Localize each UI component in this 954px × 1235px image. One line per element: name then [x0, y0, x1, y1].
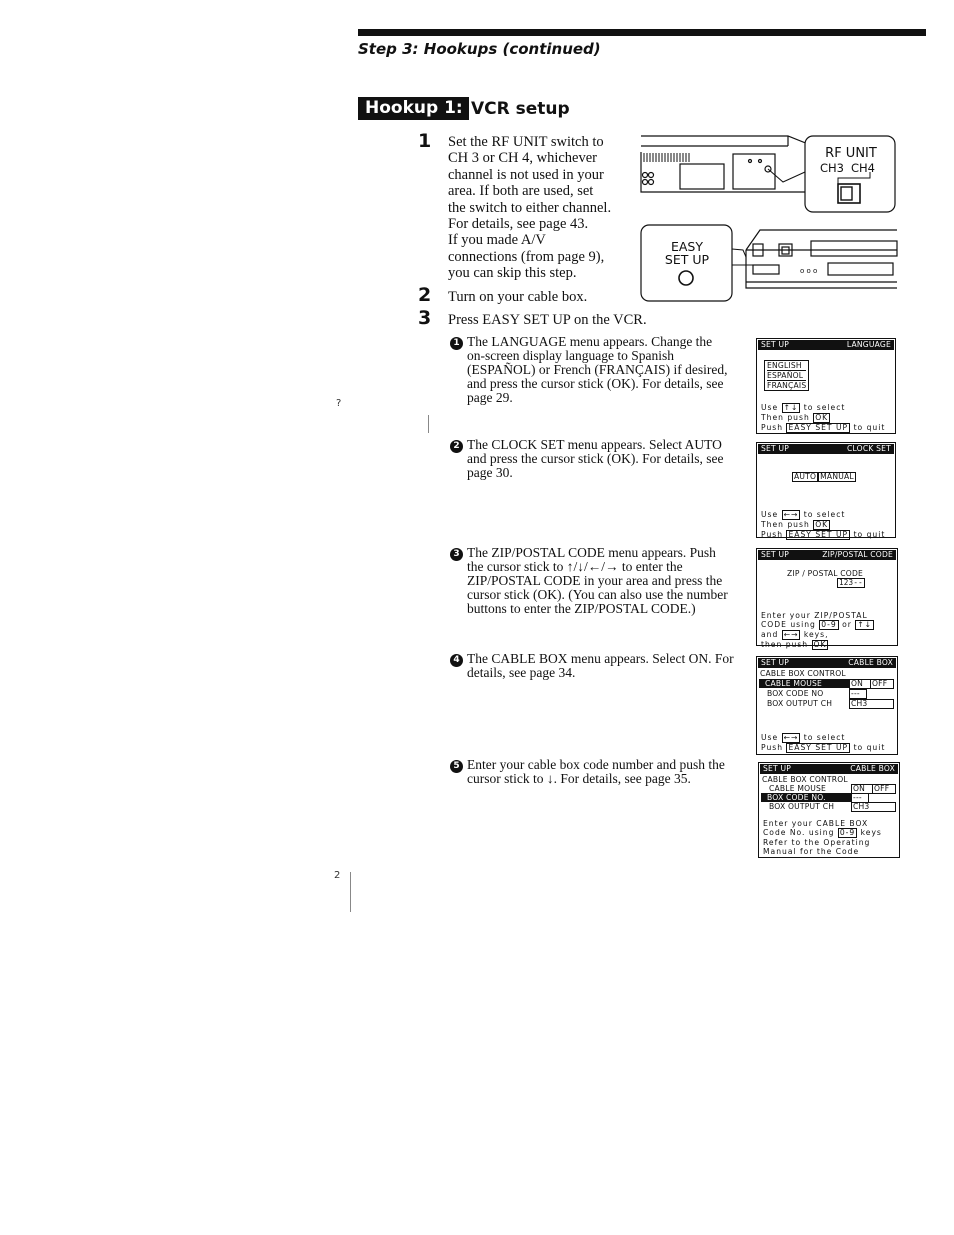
ch3-label: CH3	[820, 161, 844, 175]
osd-text: Use	[761, 510, 779, 519]
ok-key: OK	[813, 640, 827, 649]
osd-title: CLOCK SET	[847, 444, 891, 453]
substep-line: buttons to enter the ZIP/POSTAL CODE.)	[467, 601, 696, 616]
substep-number: 1	[450, 337, 463, 350]
easy-setup-line: SET UP	[664, 252, 710, 267]
language-menu-screen	[756, 338, 896, 434]
step-number: 3	[418, 307, 432, 329]
substep-line: page 29.	[467, 390, 513, 405]
osd-text: to quit	[853, 743, 886, 752]
step-1-line: channel is not used in your	[448, 166, 604, 183]
box-code-value: ---	[849, 689, 867, 699]
header-rule	[358, 29, 926, 36]
osd-text: or	[842, 620, 852, 629]
osd-setup-label: SET UP	[761, 444, 790, 453]
easy-setup-key: EASY SET UP	[788, 743, 849, 752]
step-1-line: Set the RF UNIT switch to	[448, 134, 604, 150]
step-1-line: connections (from page 9),	[448, 248, 605, 265]
osd-text: Then push	[761, 520, 810, 529]
step-1-line: For details, see page 43.	[448, 216, 589, 233]
osd-setup-label: SET UP	[761, 658, 790, 667]
step-1-line: area. If both are used, set	[448, 183, 594, 200]
osd-setup-label: SET UP	[761, 340, 790, 349]
ok-key: OK	[815, 520, 829, 529]
language-options	[764, 360, 809, 391]
zip-label: ZIP / POSTAL CODE	[787, 569, 863, 578]
cable-control-label: CABLE BOX CONTROL	[760, 669, 846, 678]
step-number: 1	[418, 130, 432, 152]
option-off: OFF	[870, 679, 894, 689]
osd-text: to select	[803, 403, 846, 412]
clock-options	[792, 472, 856, 482]
step-2-text: Turn on your cable box.	[448, 289, 588, 305]
ch4-label: CH4	[851, 161, 875, 175]
svg-text:o o o: o o o	[800, 267, 818, 275]
option-on: ON	[849, 679, 871, 689]
substep-line: The ZIP/POSTAL CODE menu appears. Push	[467, 545, 716, 560]
osd-text: CODE using	[761, 620, 816, 629]
substep-line: The LANGUAGE menu appears. Change the	[467, 334, 713, 349]
easy-setup-key: EASY SET UP	[788, 423, 849, 432]
cable-mouse-label: CABLE MOUSE	[759, 679, 850, 688]
substep-line: Enter your cable box code number and push the	[467, 757, 725, 772]
up-down-keys-icon: ↑↓	[857, 620, 873, 629]
osd-instructions	[761, 611, 874, 650]
step-number: 2	[418, 284, 432, 306]
substep-1	[450, 335, 727, 405]
osd-text: to quit	[853, 530, 886, 539]
cable-box-code-screen	[758, 762, 900, 858]
easy-setup-line: EASY	[670, 239, 704, 254]
osd-text: Code No. using	[763, 828, 835, 837]
step-1-line: the switch to either channel.	[448, 199, 612, 216]
margin-page-mark: 2	[334, 870, 341, 881]
osd-text: keys	[860, 828, 882, 837]
hookup-badge: Hookup 1:	[358, 97, 469, 120]
box-code-row	[761, 793, 897, 802]
osd-text: Push	[761, 530, 784, 539]
substep-line: and press the cursor stick (OK). For details, see	[467, 451, 724, 466]
osd-text: keys,	[803, 630, 829, 639]
osd-text: to quit	[853, 423, 886, 432]
cable-mouse-row	[759, 679, 895, 689]
osd-title: ZIP/POSTAL CODE	[822, 550, 893, 559]
osd-instructions	[761, 733, 885, 753]
step-1-line: CH 3 or CH 4, whichever	[448, 150, 598, 167]
osd-setup-label: SET UP	[761, 550, 790, 559]
hookup-title: VCR setup	[471, 99, 570, 119]
substep-line: the cursor stick to ↑/↓/←/→ to enter the	[467, 559, 683, 574]
box-code-label: BOX CODE NO	[767, 689, 824, 698]
vent-grille	[644, 153, 689, 162]
cable-mouse-row	[761, 784, 897, 793]
ok-key: OK	[815, 413, 829, 422]
margin-mark: ?	[336, 398, 342, 409]
zip-code-menu-screen	[756, 548, 898, 649]
margin-line	[428, 415, 429, 433]
osd-text: Manual for the Code	[763, 847, 860, 856]
step-3-text: Press EASY SET UP on the VCR.	[448, 312, 647, 328]
language-option: FRANÇAIS	[767, 381, 807, 390]
substep-2	[450, 438, 723, 480]
section-header: Step 3: Hookups (continued)	[358, 40, 601, 58]
substep-line: cursor stick (OK). (You can also use the number	[467, 587, 728, 602]
vcr-rear-panel	[641, 136, 813, 192]
option-off: OFF	[872, 784, 896, 794]
easy-setup-key: EASY SET UP	[788, 530, 849, 539]
substep-4	[450, 652, 734, 680]
osd-text: Push	[761, 423, 784, 432]
number-keys: 0-9	[839, 828, 856, 837]
osd-text: Enter your CABLE BOX	[763, 819, 869, 828]
box-code-value: ---	[851, 793, 869, 803]
substep-line: The CLOCK SET menu appears. Select AUTO	[467, 437, 722, 452]
cable-mouse-label: CABLE MOUSE	[769, 784, 827, 793]
substep-5	[450, 758, 725, 786]
arrow-keys-icon: ←→	[783, 510, 799, 519]
language-option: ENGLISH	[767, 361, 806, 371]
arrow-keys-icon: ←→	[783, 733, 799, 742]
substep-number: 2	[450, 440, 463, 453]
substep-line: and press the cursor stick (OK). For details, see	[467, 376, 724, 391]
vcr-front-panel	[746, 230, 897, 288]
step-1-text	[448, 134, 611, 282]
osd-text: Push	[761, 743, 784, 752]
output-ch-label: BOX OUTPUT CH	[767, 699, 833, 708]
substep-line: ZIP/POSTAL CODE in your area and press the	[467, 573, 723, 588]
margin-line	[350, 872, 351, 912]
output-ch-label: BOX OUTPUT CH	[769, 802, 835, 811]
arrow-keys-icon: ↑↓	[783, 403, 799, 412]
osd-instructions	[763, 819, 882, 856]
substep-line: page 30.	[467, 465, 513, 480]
cable-box-menu-screen	[756, 656, 898, 755]
substep-line: on-screen display language to Spanish	[467, 348, 674, 363]
substep-3	[450, 546, 728, 616]
clock-set-menu-screen	[756, 442, 896, 538]
output-ch-row	[761, 802, 897, 811]
osd-text: Enter your ZIP/POSTAL	[761, 611, 868, 620]
osd-title: CABLE BOX	[848, 658, 893, 667]
easy-setup-label	[651, 240, 723, 266]
zip-value: 123--	[839, 578, 863, 587]
clock-option-auto: AUTO	[794, 472, 817, 481]
language-option: ESPAÑOL	[767, 371, 806, 381]
osd-text: Then push	[761, 413, 810, 422]
box-code-row	[759, 689, 895, 699]
substep-number: 4	[450, 654, 463, 667]
step-1-line: If you made A/V	[448, 232, 546, 249]
osd-text: to select	[803, 510, 846, 519]
substep-number: 5	[450, 760, 463, 773]
step-1-line: you can skip this step.	[448, 265, 577, 282]
substep-line: cursor stick to ↓. For details, see page 35.	[467, 771, 691, 786]
substep-number: 3	[450, 548, 463, 561]
osd-text: then push	[761, 640, 809, 649]
osd-title: LANGUAGE	[846, 340, 891, 349]
osd-text: Refer to the Operating	[763, 838, 871, 847]
option-on: ON	[851, 784, 873, 794]
clock-option-manual: MANUAL	[820, 472, 854, 481]
box-code-label: BOX CODE NO.	[761, 793, 852, 802]
osd-text: to select	[803, 733, 846, 742]
osd-text: and	[761, 630, 779, 639]
left-right-keys-icon: ←→	[783, 630, 799, 639]
osd-setup-label: SET UP	[763, 764, 792, 773]
output-ch-row	[759, 699, 895, 709]
cable-control-label: CABLE BOX CONTROL	[762, 775, 848, 784]
substep-line: details, see page 34.	[467, 665, 576, 680]
osd-text: Use	[761, 733, 779, 742]
osd-title: CABLE BOX	[850, 764, 895, 773]
osd-instructions	[761, 403, 885, 433]
osd-text: Use	[761, 403, 779, 412]
substep-line: The CABLE BOX menu appears. Select ON. For	[467, 651, 734, 666]
output-ch-value: CH3	[851, 802, 896, 812]
rf-unit-label: RF UNIT	[825, 146, 877, 161]
osd-instructions	[761, 510, 885, 540]
output-ch-value: CH3	[849, 699, 894, 709]
substep-line: (ESPAÑOL) or French (FRANÇAIS) if desired,	[467, 362, 728, 377]
number-keys: 0-9	[821, 620, 837, 629]
